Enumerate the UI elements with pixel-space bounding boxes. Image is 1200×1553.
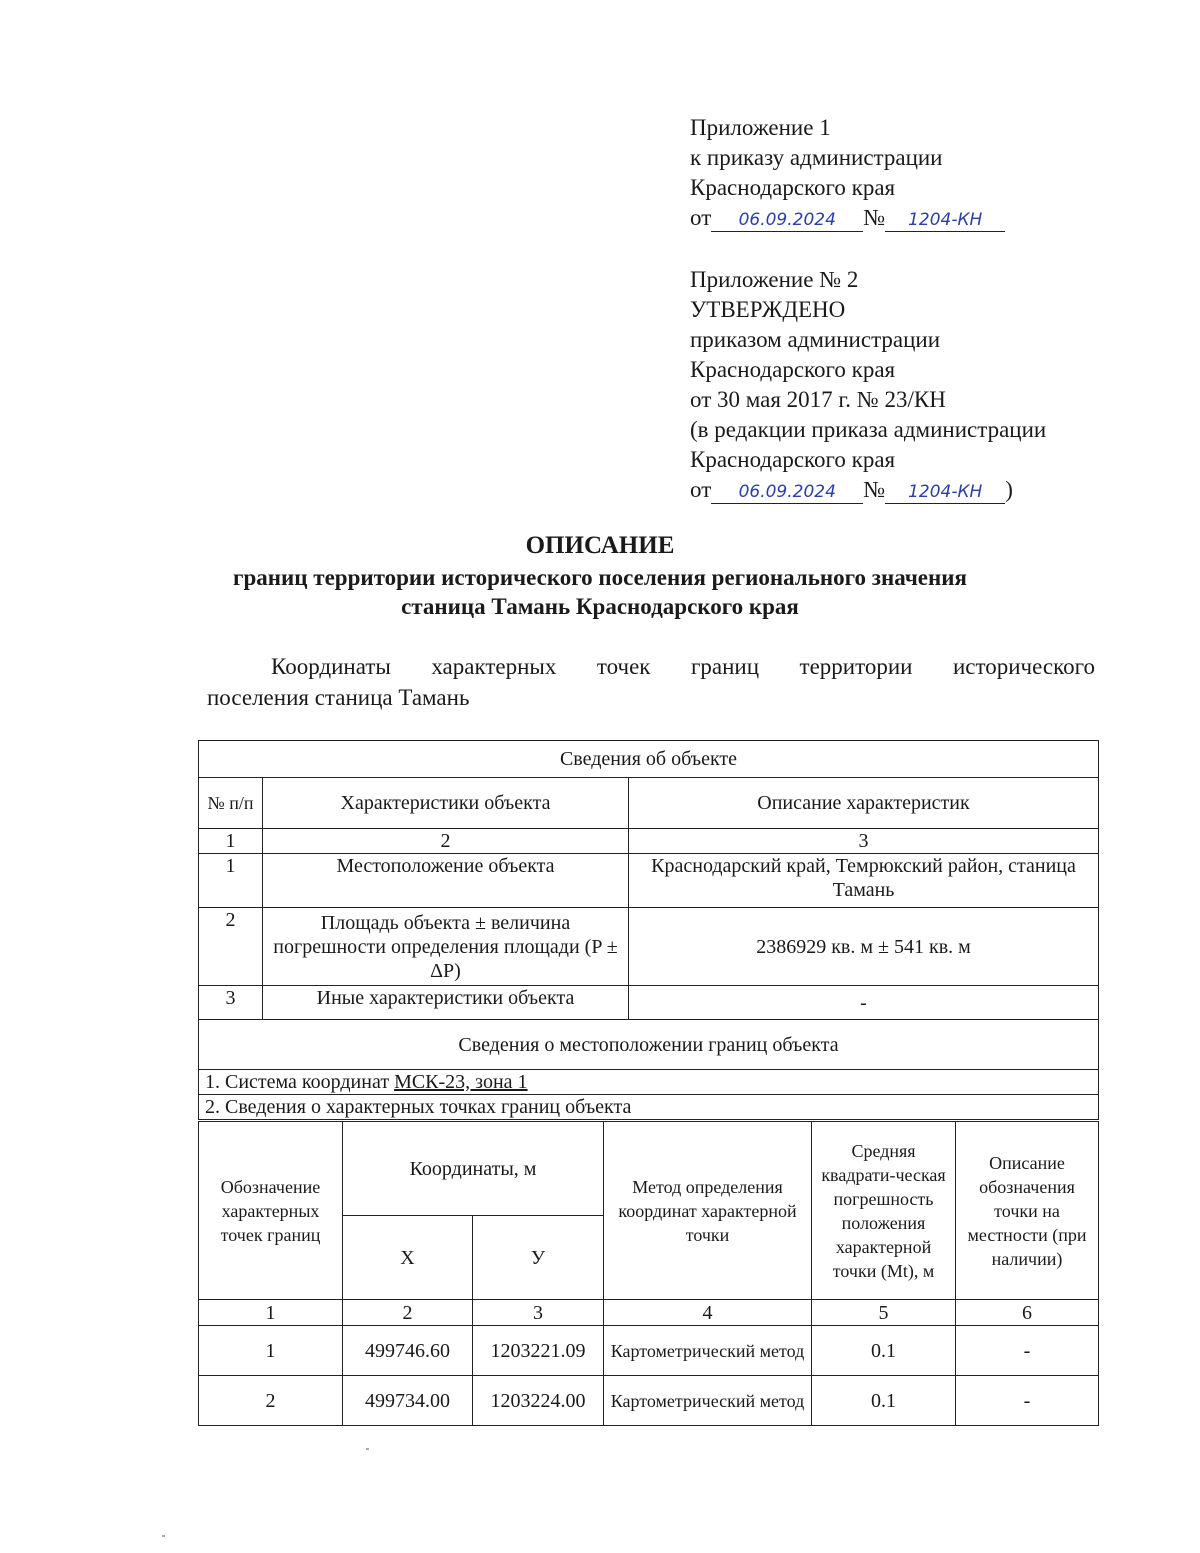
col-header-number: № п/п [199,778,263,829]
point-description: - [956,1376,1099,1426]
scan-speck [162,1535,165,1537]
intro-line1: Координаты характерных точек границ территории исторического [271,654,1095,679]
col-number: 2 [263,829,629,854]
column-number-row [199,829,1099,854]
appendix-1-title: Приложение 1 [690,115,831,140]
row-value: 2386929 кв. м ± 541 кв. м [629,908,1099,986]
point-number: 2 [199,1376,343,1426]
points-section-row [199,1095,1099,1120]
header-coordinates: Координаты, м [343,1122,604,1216]
row-characteristic: Местоположение объекта [263,854,629,908]
point-description: - [956,1326,1099,1376]
header-y: У [473,1216,604,1300]
appendix-1-block [690,113,1005,233]
document-title: ОПИСАНИЕ [525,532,675,559]
appendix-2-date-line: от 06.09.2024 № 1204-КН ) [690,477,1013,502]
table-row [199,854,1099,908]
row-number: 2 [199,908,263,986]
document-subtitle-line2: станица Тамань Краснодарского края [401,594,799,619]
col-number: 4 [604,1300,812,1326]
col-number: 6 [956,1300,1099,1326]
point-x: 499734.00 [343,1376,473,1426]
header-method: Метод определения координат характерной точки [604,1122,812,1300]
table-row [199,986,1099,1020]
section-header: Сведения об объекте [199,741,1099,778]
table-header-row [199,778,1099,829]
object-info-table [198,740,1099,1120]
handwritten-date: 06.09.2024 [711,481,863,504]
point-error: 0.1 [812,1376,956,1426]
point-method: Картометрический метод [604,1326,812,1376]
appendix-1-line2: к приказу администрации [690,145,943,170]
handwritten-date: 06.09.2024 [711,209,863,232]
col-number: 1 [199,829,263,854]
appendix-2-block [690,265,1046,505]
table-section-header-row [199,741,1099,778]
table-section-header-row [199,1020,1099,1070]
row-characteristic: Площадь объекта ± величина погрешности определения площади (P ± ΔP) [263,908,629,986]
col-header-characteristic: Характеристики объекта [263,778,629,829]
document-subtitle-line1: границ территории исторического поселения регионального значения [233,565,967,590]
intro-line2: поселения станица Тамань [207,685,470,710]
intro-paragraph [207,651,1095,713]
table-row [199,1326,1099,1376]
coord-system-cell: 1. Система координат МСК-23, зона 1 [199,1070,1099,1095]
points-section-header: 2. Сведения о характерных точках границ объекта [199,1095,1099,1120]
col-number: 5 [812,1300,956,1326]
point-number: 1 [199,1326,343,1376]
header-description: Описание обозначения точки на местности (при наличии) [956,1122,1099,1300]
handwritten-number: 1204-КН [885,481,1005,504]
row-value: - [629,986,1099,1020]
point-y: 1203221.09 [473,1326,604,1376]
appendix-2-title: Приложение № 2 [690,267,859,292]
boundary-points-table [198,1121,1099,1426]
header-designation: Обозначение характерных точек границ [199,1122,343,1300]
location-section-header: Сведения о местоположении границ объекта [199,1020,1099,1070]
scan-speck [366,1448,369,1450]
point-y: 1203224.00 [473,1376,604,1426]
col-number: 1 [199,1300,343,1326]
coord-system-value: МСК-23, зона 1 [394,1071,528,1093]
appendix-2-line3: приказом администрации [690,327,941,352]
appendix-2-line7: Краснодарского края [690,447,896,472]
row-number: 3 [199,986,263,1020]
col-number: 2 [343,1300,473,1326]
point-error: 0.1 [812,1326,956,1376]
appendix-2-line4: Краснодарского края [690,357,896,382]
header-x: X [343,1216,473,1300]
row-number: 1 [199,854,263,908]
table-row [199,1376,1099,1426]
col-header-description: Описание характеристик [629,778,1099,829]
col-number: 3 [629,829,1099,854]
point-method: Картометрический метод [604,1376,812,1426]
point-x: 499746.60 [343,1326,473,1376]
appendix-1-date-line: от 06.09.2024 № 1204-КН [690,203,1005,233]
table-header-row [199,1122,1099,1216]
table-row [199,908,1099,986]
column-number-row [199,1300,1099,1326]
appendix-2-line6: (в редакции приказа администрации [690,417,1047,442]
row-characteristic: Иные характеристики объекта [263,986,629,1020]
col-number: 3 [473,1300,604,1326]
coord-system-row [199,1070,1099,1095]
appendix-2-line5: от 30 мая 2017 г. № 23/КН [690,387,946,412]
row-value: Краснодарский край, Темрюкский район, станица Тамань [629,854,1099,908]
header-error: Средняя квадрати-ческая погрешность положения характерной точки (Mt), м [812,1122,956,1300]
approved-label: УТВЕРЖДЕНО [690,297,846,322]
handwritten-number: 1204-КН [885,209,1005,232]
appendix-1-line3: Краснодарского края [690,175,896,200]
